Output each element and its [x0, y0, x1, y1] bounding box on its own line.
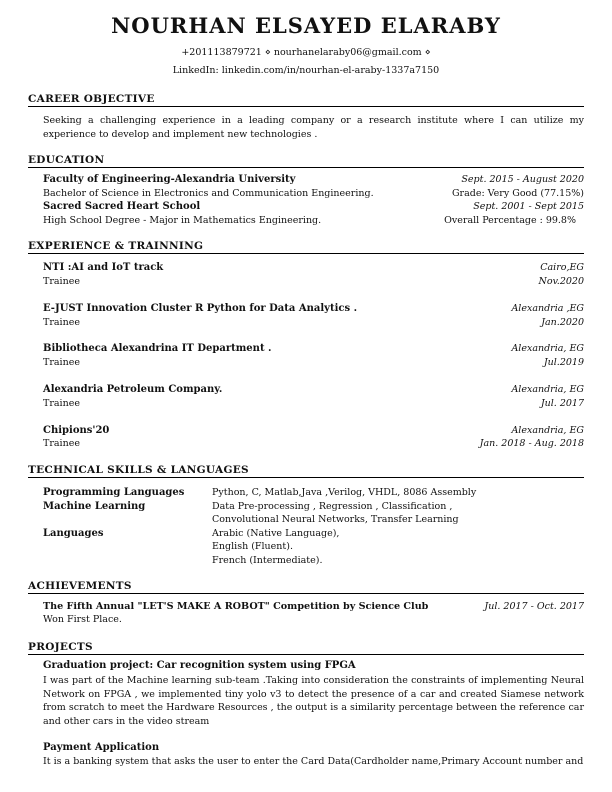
objective-text: Seeking a challenging experience in a leading company or a research institute where I can utilize my experience to develop and implement new technologies . — [43, 115, 584, 140]
section-heading-experience: EXPERIENCE & TRAINNING — [28, 240, 584, 254]
section-heading-education: EDUCATION — [28, 154, 584, 168]
experience-dates: Nov.2020 — [538, 276, 584, 287]
experience-org: E-JUST Innovation Cluster R Python for Data Analytics . — [43, 303, 358, 314]
skill-value: Arabic (Native Language), — [212, 528, 340, 539]
experience-role: Trainee — [43, 438, 80, 449]
skill-label: Programming Languages — [43, 487, 185, 498]
experience-role: Trainee — [43, 276, 80, 287]
education-dates: Sept. 2015 - August 2020 — [461, 174, 584, 185]
experience-org: Chipions'20 — [43, 425, 110, 436]
experience-role: Trainee — [43, 317, 80, 328]
project-description: It is a banking system that asks the user to enter the Card Data(Cardholder name,Primary Account number and — [43, 756, 584, 767]
achievement-title: The Fifth Annual "LET'S MAKE A ROBOT" Competition by Science Club — [43, 601, 429, 612]
section-heading-achievements: ACHIEVEMENTS — [28, 580, 584, 594]
skill-value: Convolutional Neural Networks, Transfer Learning — [212, 514, 459, 525]
experience-dates: Jul. 2017 — [540, 398, 584, 409]
skill-value: French (Intermediate). — [212, 555, 323, 566]
experience-org: NTI :AI and IoT track — [43, 262, 164, 273]
skill-label: Languages — [43, 528, 104, 539]
skill-value: English (Fluent). — [212, 541, 293, 552]
linkedin-line[interactable]: LinkedIn: linkedin.com/in/nourhan-el-araby-1337a7150 — [172, 65, 440, 76]
achievement-dates: Jul. 2017 - Oct. 2017 — [484, 601, 584, 612]
skill-label: Machine Learning — [43, 501, 146, 512]
experience-org: Alexandria Petroleum Company. — [43, 384, 223, 395]
project-title: Payment Application — [43, 742, 160, 753]
project-description: I was part of the Machine learning sub-team .Taking into consideration the constraints of implementing Neural Network on FPGA , we implemented tiny yolo v3 to detect the presence of a car and created Siamese network from scratch to meet the Hardware Resources , the output is a similarity percentage between the reference car and other cars in the video stream — [43, 675, 584, 727]
education-school: Sacred Sacred Heart School — [43, 201, 201, 212]
education-degree: Bachelor of Science in Electronics and Communication Engineering. — [43, 188, 374, 199]
experience-org: Bibliotheca Alexandrina IT Department . — [43, 343, 272, 354]
education-grade: Grade: Very Good (77.15%) — [451, 188, 584, 199]
skill-value: Python, C, Matlab,Java ,Verilog, VHDL, 8086 Assembly — [212, 487, 477, 498]
experience-role: Trainee — [43, 398, 80, 409]
experience-location: Alexandria, EG — [511, 425, 584, 436]
achievement-result: Won First Place. — [43, 614, 122, 625]
education-degree: High School Degree - Major in Mathematics Engineering. — [43, 215, 322, 226]
experience-dates: Jul.2019 — [543, 357, 584, 368]
skill-value: Data Pre-processing , Regression , Classification , — [212, 501, 453, 512]
education-grade: Overall Percentage : 99.8% — [444, 215, 576, 226]
experience-dates: Jan. 2018 - Aug. 2018 — [479, 438, 584, 449]
contact-line: +201113879721 ⋄ nourhanelaraby06@gmail.com ⋄ — [181, 47, 431, 58]
experience-role: Trainee — [43, 357, 80, 368]
experience-location: Alexandria, EG — [511, 384, 584, 395]
education-school: Faculty of Engineering-Alexandria University — [43, 174, 296, 185]
experience-dates: Jan.2020 — [541, 317, 584, 328]
education-dates: Sept. 2001 - Sept 2015 — [473, 201, 584, 212]
experience-location: Alexandria ,EG — [511, 303, 584, 314]
section-heading-skills: TECHNICAL SKILLS & LANGUAGES — [28, 464, 584, 478]
candidate-name: NOURHAN ELSAYED ELARABY — [111, 13, 501, 38]
experience-location: Alexandria, EG — [511, 343, 584, 354]
section-heading-projects: PROJECTS — [28, 641, 584, 655]
section-heading-objective: CAREER OBJECTIVE — [28, 93, 584, 107]
project-title: Graduation project: Car recognition system using FPGA — [43, 660, 356, 671]
experience-location: Cairo,EG — [540, 262, 584, 273]
